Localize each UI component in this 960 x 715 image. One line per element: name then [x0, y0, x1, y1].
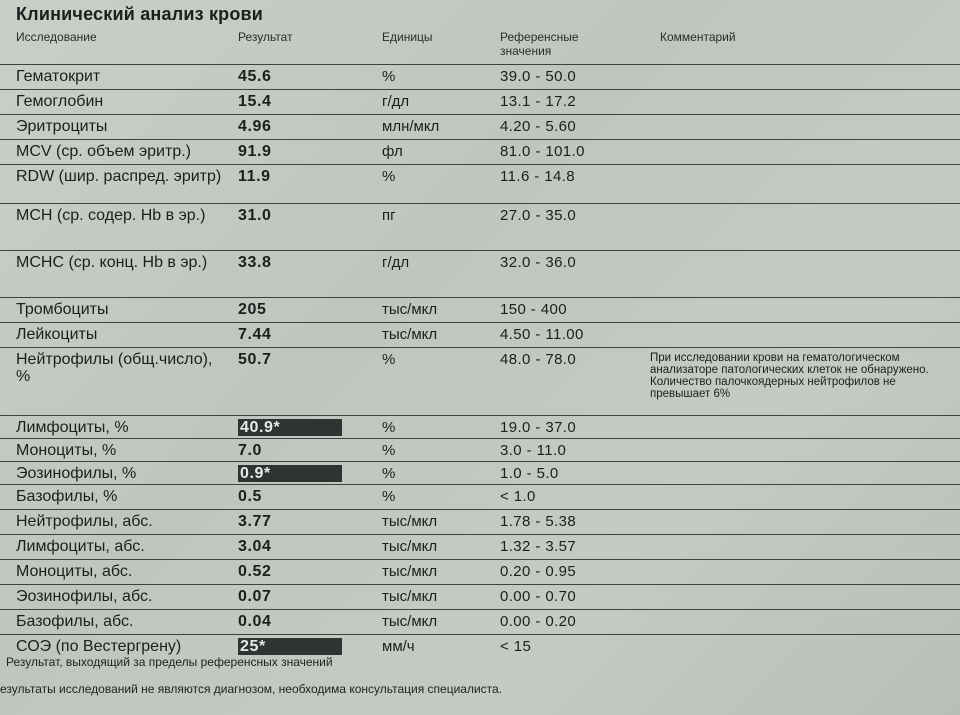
table-row [0, 559, 960, 584]
reference-range: 39.0 - 50.0 [500, 68, 577, 85]
result-unit: % [382, 465, 396, 482]
footnote: Результат, выходящий за пределы референсных значений [6, 655, 333, 669]
reference-range: 150 - 400 [500, 301, 567, 318]
test-name: Лимфоциты, % [16, 419, 129, 436]
table-row [0, 164, 960, 203]
reference-range: 32.0 - 36.0 [500, 254, 577, 271]
table-row [0, 347, 960, 415]
disclaimer: езультаты исследований не являются диагнозом, необходима консультация специалиста. [0, 682, 503, 696]
reference-range: 1.78 - 5.38 [500, 513, 577, 530]
result-unit: % [382, 419, 396, 436]
table-row [0, 203, 960, 250]
result-unit: фл [382, 143, 403, 160]
result-value-flagged [238, 465, 342, 482]
table-row [0, 322, 960, 347]
result-unit: % [382, 488, 396, 505]
result-value: 3.04 [238, 538, 272, 555]
out-of-range-badge: 40.9* [238, 419, 342, 436]
table-row [0, 415, 960, 438]
test-name: MCV (ср. объем эритр.) [16, 143, 191, 160]
table-row [0, 114, 960, 139]
reference-range: 4.50 - 11.00 [500, 326, 584, 343]
result-value: 31.0 [238, 207, 272, 224]
header-comment: Комментарий [660, 30, 736, 44]
result-value: 0.52 [238, 563, 272, 580]
reference-range: 13.1 - 17.2 [500, 93, 577, 110]
table-row [0, 89, 960, 114]
table-row [0, 584, 960, 609]
result-value: 7.0 [238, 442, 263, 459]
result-unit: % [382, 168, 396, 185]
result-unit: тыс/мкл [382, 513, 438, 530]
test-name: Моноциты, абс. [16, 563, 133, 580]
reference-range: 1.32 - 3.57 [500, 538, 577, 555]
table-row [0, 139, 960, 164]
test-name: СОЭ (по Вестергрену) [16, 638, 182, 655]
out-of-range-badge: 25* [238, 638, 342, 655]
result-unit: млн/мкл [382, 118, 440, 135]
result-value: 0.07 [238, 588, 272, 605]
row-comment: При исследовании крови на гематологическом анализаторе патологических клеток не обнаружено. Количество палочкоядерных нейтрофилов не превышает 6% [650, 352, 929, 400]
test-name: MCHC (ср. конц. Hb в эр.) [16, 254, 208, 271]
result-value: 15.4 [238, 93, 272, 110]
result-unit: тыс/мкл [382, 301, 438, 318]
result-value-flagged [238, 419, 342, 436]
test-name: MCH (ср. содер. Hb в эр.) [16, 207, 206, 224]
result-value: 11.9 [238, 168, 271, 185]
reference-range: 0.20 - 0.95 [500, 563, 577, 580]
reference-range: 11.6 - 14.8 [500, 168, 576, 185]
result-unit: тыс/мкл [382, 563, 438, 580]
table-row [0, 609, 960, 634]
result-unit: тыс/мкл [382, 326, 438, 343]
result-value: 50.7 [238, 351, 272, 368]
test-name: Эритроциты [16, 118, 108, 135]
table-row [0, 461, 960, 484]
table-row [0, 250, 960, 297]
table-row [0, 297, 960, 322]
reference-range: < 1.0 [500, 488, 536, 505]
reference-range: 4.20 - 5.60 [500, 118, 577, 135]
test-name: Тромбоциты [16, 301, 109, 318]
test-name: Лейкоциты [16, 326, 98, 343]
test-name: RDW (шир. распред. эритр) [16, 168, 222, 185]
result-unit: % [382, 442, 396, 459]
reference-range: < 15 [500, 638, 532, 655]
test-name: Гематокрит [16, 68, 101, 85]
result-unit: мм/ч [382, 638, 415, 655]
result-value: 205 [238, 301, 267, 318]
header-test: Исследование [16, 30, 97, 44]
test-name: Моноциты, % [16, 442, 117, 459]
result-value: 0.04 [238, 613, 272, 630]
reference-range: 0.00 - 0.20 [500, 613, 577, 630]
report-title: Клинический анализ крови [16, 4, 264, 24]
result-value: 33.8 [238, 254, 272, 271]
result-value: 7.44 [238, 326, 272, 343]
result-value: 91.9 [238, 143, 272, 160]
result-unit: тыс/мкл [382, 588, 438, 605]
result-value-flagged [238, 638, 342, 655]
reference-range: 81.0 - 101.0 [500, 143, 585, 160]
out-of-range-badge: 0.9* [238, 465, 342, 482]
test-name: Эозинофилы, абс. [16, 588, 153, 605]
result-value: 3.77 [238, 513, 272, 530]
results-table [0, 64, 960, 659]
table-row [0, 64, 960, 89]
header-result: Результат [238, 30, 293, 44]
reference-range: 27.0 - 35.0 [500, 207, 577, 224]
result-unit: г/дл [382, 254, 410, 271]
table-row [0, 509, 960, 534]
result-value: 0.5 [238, 488, 263, 505]
reference-range: 3.0 - 11.0 [500, 442, 567, 459]
reference-range: 0.00 - 0.70 [500, 588, 577, 605]
result-unit: % [382, 351, 396, 368]
result-unit: пг [382, 207, 396, 224]
test-name: Нейтрофилы (общ.число), % [16, 351, 213, 385]
header-reference: Референсные значения [500, 30, 579, 58]
result-unit: тыс/мкл [382, 613, 438, 630]
test-name: Базофилы, % [16, 488, 118, 505]
table-row [0, 484, 960, 509]
result-value: 4.96 [238, 118, 272, 135]
test-name: Гемоглобин [16, 93, 104, 110]
result-unit: г/дл [382, 93, 410, 110]
reference-range: 1.0 - 5.0 [500, 465, 559, 482]
result-unit: % [382, 68, 396, 85]
test-name: Нейтрофилы, абс. [16, 513, 153, 530]
reference-range: 48.0 - 78.0 [500, 351, 577, 368]
test-name: Базофилы, абс. [16, 613, 134, 630]
header-units: Единицы [382, 30, 433, 44]
test-name: Лимфоциты, абс. [16, 538, 145, 555]
result-value: 45.6 [238, 68, 272, 85]
result-unit: тыс/мкл [382, 538, 438, 555]
reference-range: 19.0 - 37.0 [500, 419, 577, 436]
table-row [0, 438, 960, 461]
table-row [0, 534, 960, 559]
test-name: Эозинофилы, % [16, 465, 137, 482]
